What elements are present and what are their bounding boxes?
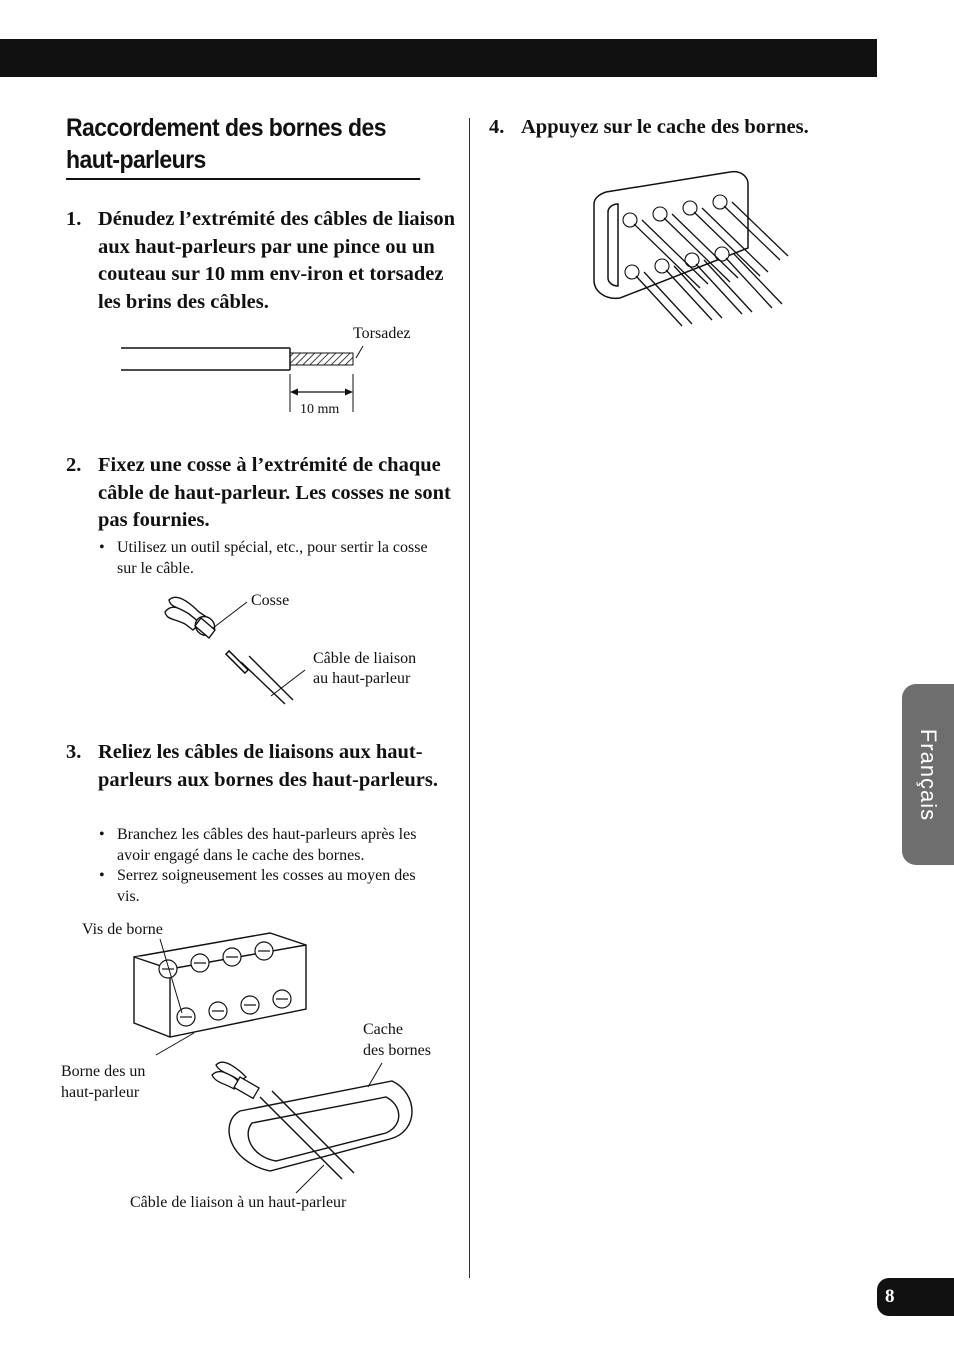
- figure-covered-terminal: [590, 168, 810, 333]
- step-3-text: Reliez les câbles de liaisons aux haut-parleurs aux bornes des haut-parleurs.: [98, 741, 438, 791]
- step-3: [66, 739, 456, 794]
- cover-label-line1: Cache: [363, 1021, 403, 1038]
- figure-lug-cable: [155, 590, 315, 710]
- header-bar: [0, 39, 877, 77]
- step-3-number: 3.: [66, 741, 82, 763]
- lug-leader-line: [213, 602, 247, 628]
- bullet-item: • Branchez les câbles des haut-parleurs après les avoir engagé dans le cache des bornes.: [99, 826, 417, 864]
- step-4-number: 4.: [489, 116, 505, 138]
- step-2-text: Fixez une cosse à l’extrémité de chaque câble de haut-parleur. Les cosses ne sont pas fournies.: [98, 454, 451, 531]
- language-tab: [902, 684, 954, 865]
- terminal-block: [134, 933, 306, 1037]
- twist-label: Torsadez: [353, 325, 411, 342]
- cable-label-line2: au haut-parleur: [313, 670, 411, 687]
- twisted-strands: [290, 353, 353, 365]
- step-2-number: 2.: [66, 454, 82, 476]
- screw-label: Vis de borne: [82, 921, 163, 938]
- terminal-cover-box: [594, 172, 748, 299]
- language-tab-label: Français: [916, 728, 941, 821]
- step-1-number: 1.: [66, 208, 82, 230]
- bullet-item: • Serrez soigneusement les cosses au moyen des vis.: [99, 867, 416, 905]
- cover-label-line2: des bornes: [363, 1042, 431, 1059]
- step-4: [489, 114, 889, 142]
- bullet-item: • Utilisez un outil spécial, etc., pour sertir la cosse sur le câble.: [99, 539, 428, 577]
- column-divider: [469, 118, 470, 1278]
- figure-terminal-block: [120, 925, 430, 1215]
- length-label: 10 mm: [300, 402, 340, 417]
- twist-leader-line: [356, 346, 363, 358]
- cable-leader-line: [296, 1165, 324, 1193]
- cable-end: [227, 652, 293, 704]
- step-2: [66, 452, 456, 535]
- lug-label: Cosse: [251, 592, 290, 609]
- terminal-label-line1: Borne des un: [61, 1063, 146, 1080]
- cable-label-line1: Câble de liaison: [313, 650, 417, 667]
- lug-icon: [165, 597, 218, 639]
- terminal-label-line2: haut-parleur: [61, 1084, 140, 1101]
- page-number: 8: [877, 1278, 954, 1316]
- step-3-bullets: [99, 825, 439, 907]
- step-1-text: Dénudez l’extrémité des câbles de liaison aux haut-parleurs par une pince ou un couteau sur 10 mm env-iron et torsadez les brins des câbles.: [98, 208, 455, 313]
- step-4-text: Appuyez sur le cache des bornes.: [521, 116, 809, 138]
- section-title: Raccordement des bornes des haut-parleurs: [66, 112, 420, 180]
- wire-insulation: [121, 348, 290, 370]
- step-1: [66, 206, 456, 316]
- step-2-bullets: [99, 538, 439, 579]
- lug-on-cable: [212, 1062, 259, 1098]
- speaker-cable-label: Câble de liaison à un haut-parleur: [130, 1194, 347, 1211]
